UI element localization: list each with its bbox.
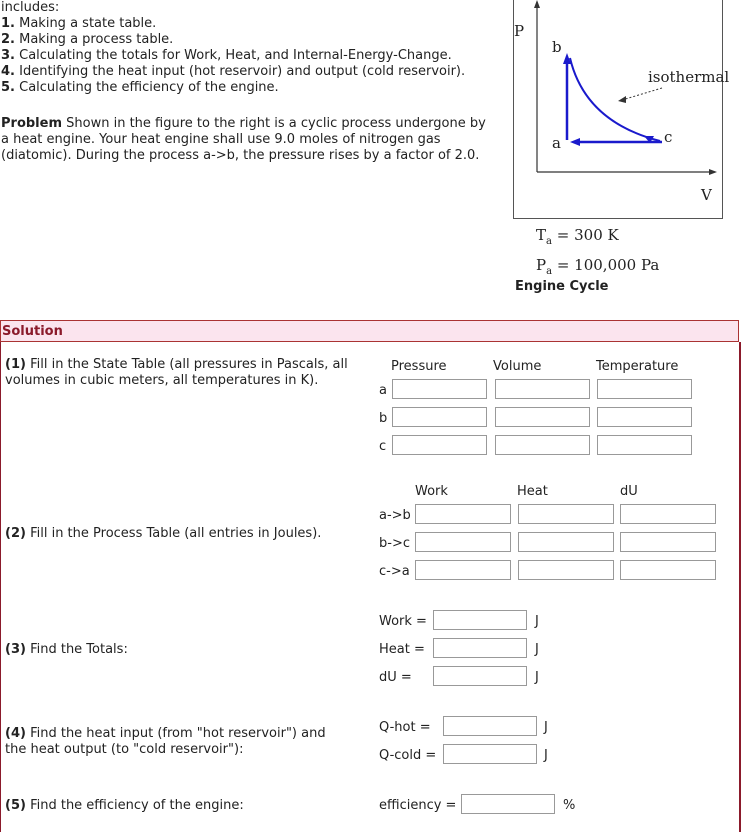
- p-axis-arrow: [534, 0, 540, 8]
- process-ab-du-input[interactable]: [620, 504, 716, 524]
- state-row-a: a: [379, 383, 387, 398]
- state-b-temperature-input[interactable]: [597, 407, 692, 427]
- total-heat-input[interactable]: [433, 638, 527, 658]
- state-b-volume-input[interactable]: [495, 407, 590, 427]
- process-row-bc: b->c: [379, 536, 410, 551]
- process-ca-heat-input[interactable]: [518, 560, 614, 580]
- q-cold-unit: J: [544, 748, 548, 763]
- intro-includes: includes:: [1, 0, 60, 15]
- question-4: (4) Find the heat input (from "hot reservoir") and the heat output (to "cold reservoir"):: [5, 726, 326, 757]
- process-row-ab: a->b: [379, 508, 411, 523]
- total-work-input[interactable]: [433, 610, 527, 630]
- isothermal-pointer-arrow: [618, 96, 626, 103]
- state-a-volume-input[interactable]: [495, 379, 590, 399]
- problem-statement: Problem Shown in the figure to the right is a cyclic process undergone by a heat engine. Your heat engine shall use 9.0 moles of nitrogen gas (diatomic). During the process a->b, the pressure rises by a factor of 2.0.: [1, 116, 486, 163]
- state-row-b: b: [379, 411, 388, 426]
- process-bc-curve: [570, 58, 660, 141]
- q-cold-label: Q-cold =: [379, 748, 437, 763]
- process-ca-work-input[interactable]: [415, 560, 511, 580]
- state-c-temperature-input[interactable]: [597, 435, 692, 455]
- process-ca-arrow: [570, 138, 580, 146]
- isothermal-pointer: [622, 88, 662, 100]
- q-hot-input[interactable]: [443, 716, 537, 736]
- efficiency-input[interactable]: [461, 794, 555, 814]
- process-ab-work-input[interactable]: [415, 504, 511, 524]
- total-work-label: Work =: [379, 614, 427, 629]
- state-c-volume-input[interactable]: [495, 435, 590, 455]
- state-header-temperature: Temperature: [596, 359, 679, 374]
- total-work-unit: J: [535, 614, 539, 629]
- step-4: 4. Identifying the heat input (hot reservoir) and output (cold reservoir).: [1, 64, 466, 79]
- step-3: 3. Calculating the totals for Work, Heat, and Internal-Energy-Change.: [1, 48, 452, 63]
- total-heat-label: Heat =: [379, 642, 425, 657]
- total-du-label: dU =: [379, 670, 412, 685]
- point-a-label: a: [552, 134, 561, 152]
- question-5: (5) Find the efficiency of the engine:: [5, 798, 244, 813]
- process-bc-work-input[interactable]: [415, 532, 511, 552]
- q-cold-input[interactable]: [443, 744, 537, 764]
- step-2: 2. Making a process table.: [1, 32, 174, 47]
- process-bc-du-input[interactable]: [620, 532, 716, 552]
- process-ca-du-input[interactable]: [620, 560, 716, 580]
- figure-caption: Engine Cycle: [515, 279, 609, 294]
- problem-label: Problem: [1, 116, 62, 131]
- state-a-pressure-input[interactable]: [392, 379, 487, 399]
- process-header-du: dU: [620, 484, 638, 499]
- state-row-c: c: [379, 439, 387, 454]
- question-2: (2) Fill in the Process Table (all entries in Joules).: [5, 526, 322, 541]
- engine-cycle-figure: [513, 0, 730, 219]
- efficiency-unit: %: [563, 798, 576, 813]
- step-1: 1. Making a state table.: [1, 16, 157, 31]
- state-header-pressure: Pressure: [391, 359, 447, 374]
- state-c-pressure-input[interactable]: [392, 435, 487, 455]
- state-header-volume: Volume: [493, 359, 542, 374]
- total-du-input[interactable]: [433, 666, 527, 686]
- state-b-pressure-input[interactable]: [392, 407, 487, 427]
- process-header-work: Work: [415, 484, 448, 499]
- q-hot-label: Q-hot =: [379, 720, 431, 735]
- point-c-label: c: [664, 128, 673, 146]
- process-header-heat: Heat: [517, 484, 548, 499]
- question-1: (1) Fill in the State Table (all pressures in Pascals, all volumes in cubic meters, all temperatures in K).: [5, 357, 348, 388]
- process-bc-heat-input[interactable]: [518, 532, 614, 552]
- v-axis-label: V: [701, 186, 712, 204]
- total-heat-unit: J: [535, 642, 539, 657]
- step-5: 5. Calculating the efficiency of the engine.: [1, 80, 279, 95]
- process-ab-heat-input[interactable]: [518, 504, 614, 524]
- pa-value: $P_a = 100,000$ Pa: [536, 256, 660, 277]
- ta-value: $T_a = 300$ K: [536, 226, 619, 247]
- point-b-label: b: [552, 38, 562, 56]
- pv-diagram: [514, 0, 722, 218]
- isothermal-label: isothermal: [648, 68, 730, 86]
- intro-section: [1, 0, 501, 96]
- efficiency-label: efficiency =: [379, 798, 457, 813]
- question-3: (3) Find the Totals:: [5, 642, 128, 657]
- process-row-ca: c->a: [379, 564, 410, 579]
- p-axis-label: P: [514, 22, 525, 40]
- v-axis-arrow: [709, 169, 717, 175]
- state-a-temperature-input[interactable]: [597, 379, 692, 399]
- total-du-unit: J: [535, 670, 539, 685]
- q-hot-unit: J: [544, 720, 548, 735]
- solution-header: Solution: [0, 320, 739, 342]
